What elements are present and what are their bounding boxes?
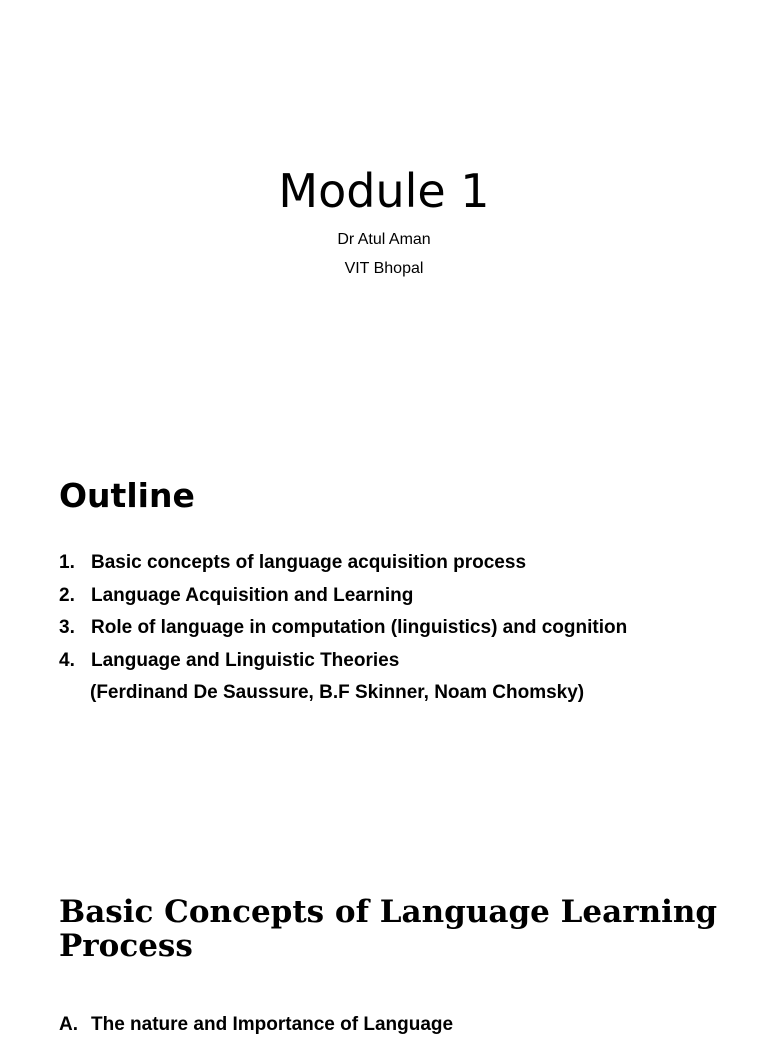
list-item-text: The nature and Importance of Language	[91, 1014, 454, 1035]
outline-slide	[0, 460, 768, 760]
outline-heading: Outline	[59, 476, 195, 515]
basic-concepts-heading: Basic Concepts of Language Learning Process	[59, 894, 718, 964]
basic-concepts-slide	[0, 880, 768, 1035]
list-item-number: 1.	[59, 552, 75, 573]
list-item	[59, 580, 627, 613]
list-item-text: Basic concepts of language acquisition process	[91, 552, 527, 573]
list-item-text: Role of language in computation (linguistics) and cognition	[91, 617, 628, 638]
theorists-note: (Ferdinand De Saussure, B.F Skinner, Noam Chomsky)	[90, 682, 585, 703]
list-item-number: 3.	[59, 617, 75, 638]
list-item	[59, 612, 627, 645]
title-slide	[0, 0, 768, 330]
list-item-text: Language Acquisition and Learning	[91, 584, 414, 606]
list-item	[59, 1013, 453, 1037]
author-name: Dr Atul Aman	[337, 231, 431, 248]
list-item-number: A.	[59, 1014, 78, 1035]
institution-name: VIT Bhopal	[344, 260, 424, 277]
outline-list	[59, 547, 627, 710]
list-item	[59, 645, 627, 678]
outline-note-row	[59, 677, 627, 710]
list-item-text: Language and Linguistic Theories	[91, 649, 400, 671]
page-title: Module 1	[278, 164, 490, 218]
list-item-number: 4.	[59, 649, 75, 671]
list-item-number: 2.	[59, 584, 75, 606]
list-item	[59, 547, 627, 580]
